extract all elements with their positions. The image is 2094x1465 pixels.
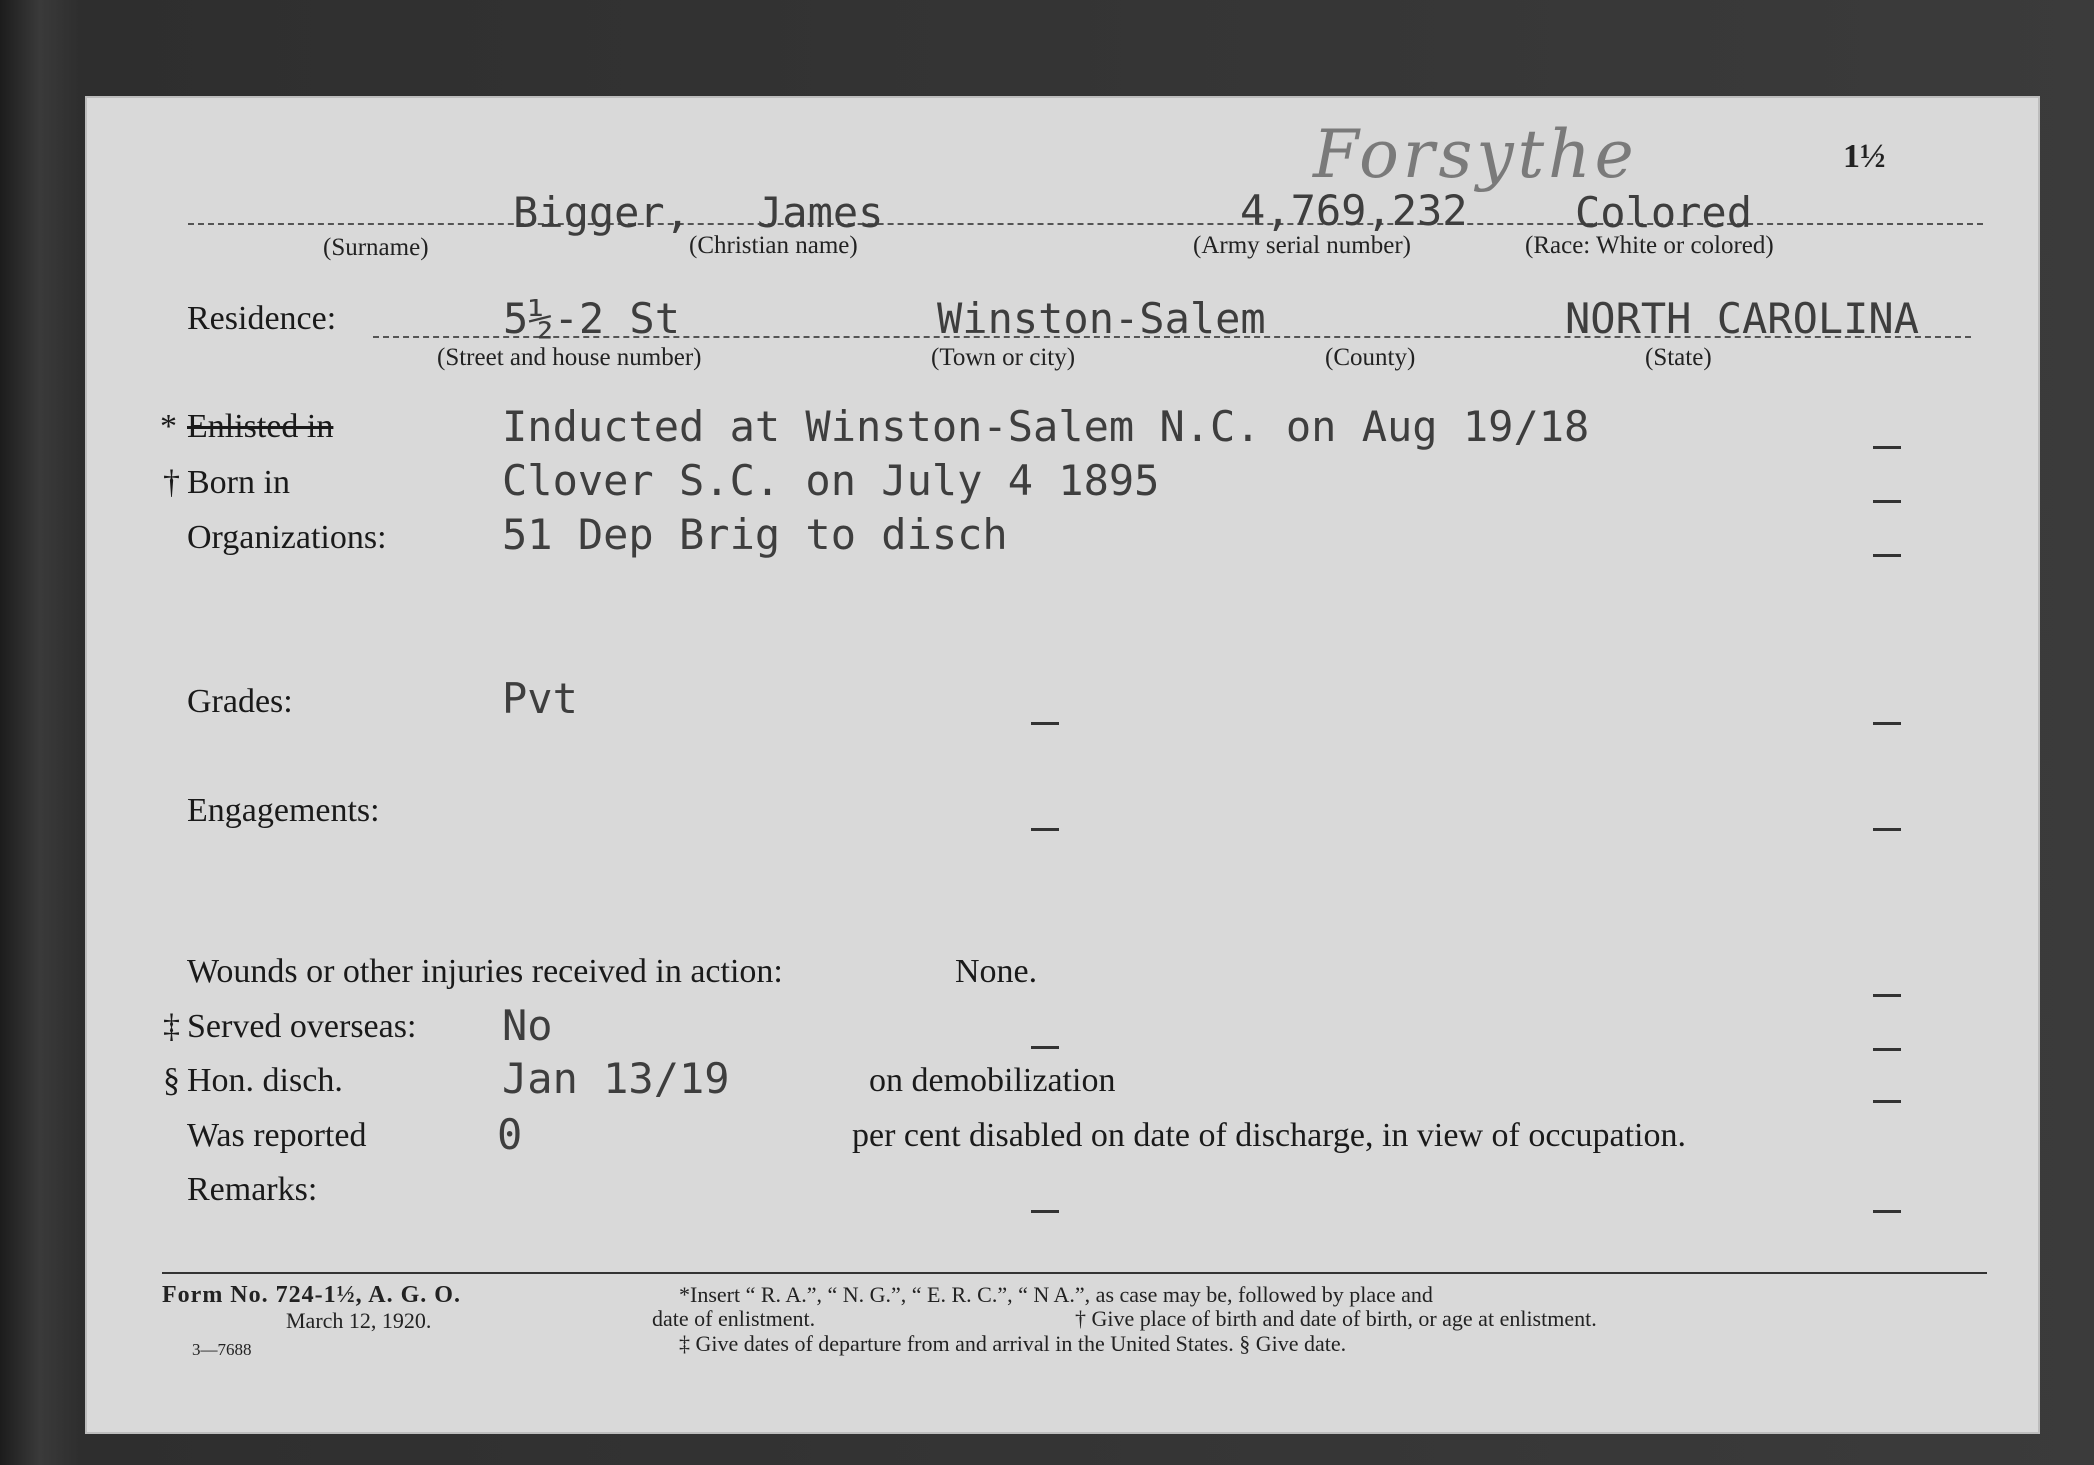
christian-name-value: James	[757, 188, 884, 237]
card-number: 1½	[1843, 138, 1886, 175]
discharge-date-value: Jan 13/19	[502, 1054, 730, 1103]
street-value: 5½-2 St	[503, 294, 681, 343]
overseas-marker: ‡	[163, 1008, 180, 1045]
blank-dash	[1873, 554, 1901, 557]
blank-dash	[1873, 446, 1901, 449]
enlisted-label: Enlisted in	[187, 408, 334, 445]
blank-dash	[1873, 828, 1901, 831]
christian-name-caption: (Christian name)	[689, 232, 858, 259]
footer-rule	[162, 1272, 1987, 1274]
blank-dash	[1873, 1100, 1901, 1103]
born-marker: †	[163, 464, 180, 501]
blank-dash	[1873, 994, 1901, 997]
wounds-value: None.	[955, 953, 1038, 990]
residence-label: Residence:	[187, 300, 337, 337]
blank-dash	[1873, 500, 1901, 503]
blank-dash	[1031, 1046, 1059, 1049]
form-number: Form No. 724-1½, A. G. O.	[162, 1282, 461, 1308]
print-code: 3—7688	[192, 1340, 252, 1359]
race-caption: (Race: White or colored)	[1525, 232, 1774, 259]
serial-number-value: 4,769,232	[1240, 186, 1468, 235]
discharge-label: Hon. disch.	[187, 1062, 343, 1099]
service-record-card	[85, 96, 2040, 1434]
race-value: Colored	[1575, 188, 1753, 237]
enlisted-value: Inducted at Winston-Salem N.C. on Aug 19/18	[502, 402, 1590, 451]
surname-caption: (Surname)	[323, 234, 429, 261]
overseas-label: Served overseas:	[187, 1008, 417, 1045]
grades-value: Pvt	[502, 674, 578, 723]
wounds-label: Wounds or other injuries received in action:	[187, 953, 783, 990]
born-label: Born in	[187, 464, 290, 501]
reported-note: per cent disabled on date of discharge, in view of occupation.	[852, 1117, 1686, 1154]
blank-dash	[1031, 1210, 1059, 1213]
surname-value: Bigger,	[513, 188, 691, 237]
state-caption: (State)	[1645, 344, 1712, 371]
footnote-overseas-discharge: ‡ Give dates of departure from and arrival in the United States. § Give date.	[679, 1331, 1347, 1356]
engagements-label: Engagements:	[187, 792, 380, 829]
town-caption: (Town or city)	[931, 344, 1076, 371]
handwritten-county: Forsythe	[1313, 116, 1638, 193]
footnote-birth: † Give place of birth and date of birth, or age at enlistment.	[1075, 1306, 1597, 1331]
reported-label: Was reported	[187, 1117, 367, 1154]
form-date: March 12, 1920.	[286, 1308, 432, 1333]
discharge-marker: §	[163, 1062, 180, 1099]
enlisted-marker: *	[160, 408, 177, 445]
discharge-note: on demobilization	[869, 1062, 1116, 1099]
born-value: Clover S.C. on July 4 1895	[502, 456, 1160, 505]
organizations-label: Organizations:	[187, 519, 387, 556]
street-caption: (Street and house number)	[437, 344, 702, 371]
blank-dash	[1031, 828, 1059, 831]
disability-percent-value: 0	[497, 1110, 523, 1159]
blank-dash	[1031, 722, 1059, 725]
state-value: NORTH CAROLINA	[1565, 294, 1920, 343]
blank-dash	[1873, 1210, 1901, 1213]
town-value: Winston-Salem	[937, 294, 1266, 343]
blank-dash	[1873, 1048, 1901, 1051]
organizations-value: 51 Dep Brig to disch	[502, 510, 1008, 559]
county-caption: (County)	[1325, 344, 1416, 371]
remarks-label: Remarks:	[187, 1171, 318, 1208]
grades-label: Grades:	[187, 683, 293, 720]
footnote-enlistment: *Insert “ R. A.”, “ N. G.”, “ E. R. C.”, “ N A.”, as case may be, followed by place and	[679, 1282, 1433, 1307]
footnote-enlistment-cont: date of enlistment.	[652, 1306, 816, 1331]
overseas-value: No	[502, 1001, 553, 1050]
blank-dash	[1873, 722, 1901, 725]
serial-number-caption: (Army serial number)	[1193, 232, 1411, 259]
